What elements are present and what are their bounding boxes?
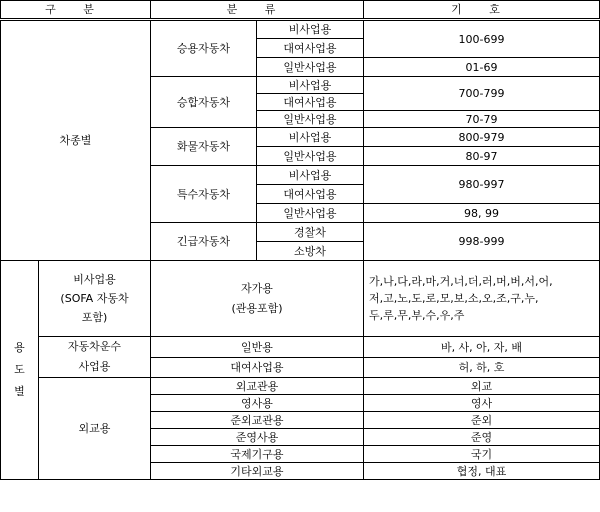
- code-cell: 70-79: [364, 111, 600, 128]
- sub-class: 일반사업용: [257, 147, 364, 166]
- car-type-label: 차종별: [1, 20, 151, 261]
- sub-class: 기타외교용: [151, 463, 364, 480]
- table-row: [1, 261, 600, 337]
- code-cell: 협정, 대표: [364, 463, 600, 480]
- sub-class: 비사업용: [257, 166, 364, 185]
- code-cell: 01-69: [364, 58, 600, 77]
- sub-class: 대여사업용: [257, 185, 364, 204]
- car-type-truck: 화물자동차: [151, 128, 257, 166]
- code-cell: 영사: [364, 395, 600, 412]
- table-row: [1, 337, 600, 358]
- sub-class: 소방차: [257, 242, 364, 261]
- sub-class: 경찰차: [257, 223, 364, 242]
- sub-class: 준외교관용: [151, 412, 364, 429]
- sub-class: 일반사업용: [257, 204, 364, 223]
- code-cell: 허, 하, 호: [364, 358, 600, 378]
- car-type-van: 승합자동차: [151, 77, 257, 128]
- sub-class: 국제기구용: [151, 446, 364, 463]
- sub-class: 대여사업용: [257, 39, 364, 58]
- usage-non-business: 비사업용 (SOFA 자동차 포함): [39, 261, 151, 337]
- table-row: [1, 378, 600, 395]
- sub-class: 일반사업용: [257, 58, 364, 77]
- car-type-emergency: 긴급자동차: [151, 223, 257, 261]
- code-cell-private: 가,나,다,라,마,거,너,더,러,머,버,서,어, 저,고,노,도,로,모,보,소,오,조,구,누, 두,루,무,부,수,우,주: [364, 261, 600, 337]
- code-cell: 준영: [364, 429, 600, 446]
- header-category: 구 분: [1, 1, 151, 20]
- code-cell: 80-97: [364, 147, 600, 166]
- sub-class: 비사업용: [257, 77, 364, 94]
- code-cell: 외교: [364, 378, 600, 395]
- code-cell: 98, 99: [364, 204, 600, 223]
- code-cell: 100-699: [364, 20, 600, 58]
- table-row: [1, 20, 600, 39]
- sub-class: 비사업용: [257, 20, 364, 39]
- code-cell: 준외: [364, 412, 600, 429]
- header-row: [1, 1, 600, 20]
- code-cell: 800-979: [364, 128, 600, 147]
- usage-diplomatic: 외교용: [39, 378, 151, 480]
- sub-class: 대여사업용: [151, 358, 364, 378]
- sub-class: 대여사업용: [257, 94, 364, 111]
- sub-class: 비사업용: [257, 128, 364, 147]
- sub-class: 외교관용: [151, 378, 364, 395]
- code-cell: 국기: [364, 446, 600, 463]
- header-classification: 분 류: [151, 1, 364, 20]
- code-cell: 바, 사, 아, 자, 배: [364, 337, 600, 358]
- sub-class: 일반사업용: [257, 111, 364, 128]
- car-type-special: 특수자동차: [151, 166, 257, 223]
- sub-class: 준영사용: [151, 429, 364, 446]
- sub-class-private: 자가용 (관용포함): [151, 261, 364, 337]
- code-cell: 998-999: [364, 223, 600, 261]
- sub-class: 영사용: [151, 395, 364, 412]
- header-symbol: 기 호: [364, 1, 600, 20]
- usage-label: 용 도 별: [1, 261, 39, 480]
- code-cell: 980-997: [364, 166, 600, 204]
- usage-transport: 자동차운수 사업용: [39, 337, 151, 378]
- sub-class: 일반용: [151, 337, 364, 358]
- car-type-passenger: 승용자동차: [151, 20, 257, 77]
- code-cell: 700-799: [364, 77, 600, 111]
